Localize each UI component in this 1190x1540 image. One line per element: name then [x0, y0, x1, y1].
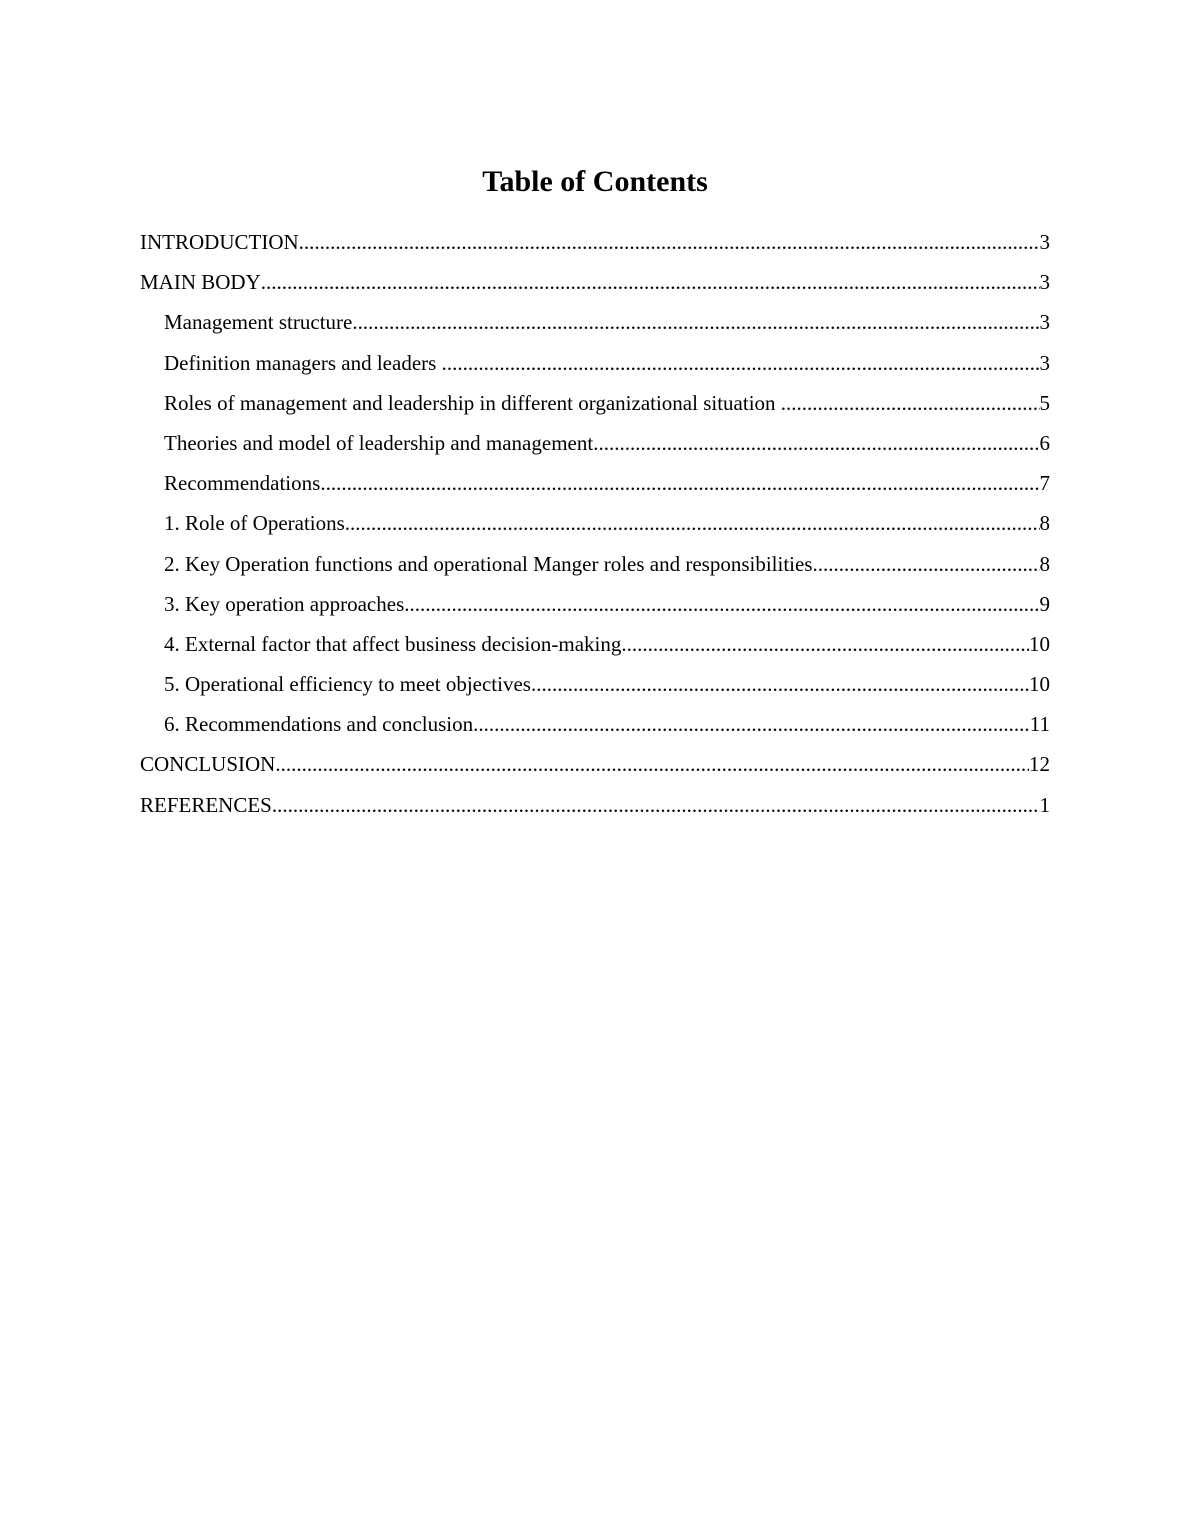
toc-entry-theories-model[interactable] — [140, 423, 1050, 463]
toc-entry-label: Management structure — [164, 310, 353, 335]
toc-leader-dots — [813, 544, 1040, 584]
toc-entry-label: Roles of management and leadership in different organizational situation — [164, 390, 781, 415]
toc-page-number: 8 — [1039, 551, 1050, 576]
toc-entry-conclusion[interactable] — [140, 744, 1050, 784]
toc-leader-dots — [261, 262, 1040, 302]
toc-entry-main-body[interactable] — [140, 262, 1050, 302]
toc-entry-label: Theories and model of leadership and management — [164, 430, 594, 455]
toc-page-number: 1 — [1039, 792, 1050, 817]
toc-leader-dots — [404, 584, 1039, 624]
toc-page-number: 3 — [1039, 270, 1050, 295]
toc-title: Table of Contents — [482, 165, 708, 198]
toc-entry-operational-efficiency[interactable] — [140, 664, 1050, 704]
toc-entry-label: Recommendations — [164, 471, 321, 496]
toc-entry-roles-management-leadership[interactable] — [140, 383, 1050, 423]
toc-leader-dots — [272, 785, 1040, 825]
toc-entry-label: 1. Role of Operations — [164, 511, 345, 536]
toc-entry-label: 6. Recommendations and conclusion — [164, 712, 474, 737]
toc-entry-role-of-operations[interactable] — [140, 503, 1050, 543]
toc-leader-dots — [593, 423, 1039, 463]
toc-page-number: 10 — [1029, 672, 1050, 697]
toc-entry-label: 2. Key Operation functions and operational Manger roles and responsibilities — [164, 551, 813, 576]
toc-page-number: 12 — [1029, 752, 1050, 777]
toc-entry-external-factor[interactable] — [140, 624, 1050, 664]
toc-leader-dots — [442, 343, 1040, 383]
toc-entry-recommendations[interactable] — [140, 463, 1050, 503]
toc-entry-references[interactable] — [140, 785, 1050, 825]
toc-page-number: 11 — [1029, 712, 1050, 737]
toc-entry-label: CONCLUSION — [140, 752, 276, 777]
toc-leader-dots — [352, 302, 1039, 342]
toc-leader-dots — [621, 624, 1029, 664]
toc-entry-label: INTRODUCTION — [140, 230, 299, 254]
toc-leader-dots — [781, 383, 1040, 423]
toc-entry-recommendations-conclusion[interactable] — [140, 704, 1050, 744]
toc-entry-introduction[interactable] — [140, 222, 1050, 262]
toc-page-number: 3 — [1039, 350, 1050, 375]
toc-page-number: 5 — [1039, 390, 1050, 415]
toc-entry-label: 4. External factor that affect business decision-making — [164, 631, 622, 656]
toc-leader-dots — [275, 744, 1029, 784]
toc-entry-label: REFERENCES — [140, 792, 272, 817]
toc-page-number: 6 — [1039, 430, 1050, 455]
toc-leader-dots — [320, 463, 1039, 503]
toc-list — [140, 222, 1050, 825]
toc-entry-label: MAIN BODY — [140, 270, 261, 295]
toc-page-number: 10 — [1029, 631, 1050, 656]
toc-entry-definition-managers-leaders[interactable] — [140, 343, 1050, 383]
toc-leader-dots — [345, 503, 1040, 543]
toc-entry-label: Definition managers and leaders — [164, 350, 442, 375]
toc-page-number: 8 — [1039, 511, 1050, 536]
toc-entry-label: 5. Operational efficiency to meet objectives — [164, 672, 531, 697]
toc-page-number: 7 — [1039, 471, 1050, 496]
toc-leader-dots — [531, 664, 1029, 704]
toc-page-number: 3 — [1039, 230, 1050, 254]
toc-leader-dots — [299, 222, 1040, 262]
toc-page-number: 9 — [1039, 591, 1050, 616]
toc-leader-dots — [473, 704, 1030, 744]
toc-entry-key-operation-functions[interactable] — [140, 544, 1050, 584]
toc-page-number: 3 — [1039, 310, 1050, 335]
toc-entry-key-operation-approaches[interactable] — [140, 584, 1050, 624]
toc-entry-label: 3. Key operation approaches — [164, 591, 405, 616]
toc-entry-management-structure[interactable] — [140, 302, 1050, 342]
